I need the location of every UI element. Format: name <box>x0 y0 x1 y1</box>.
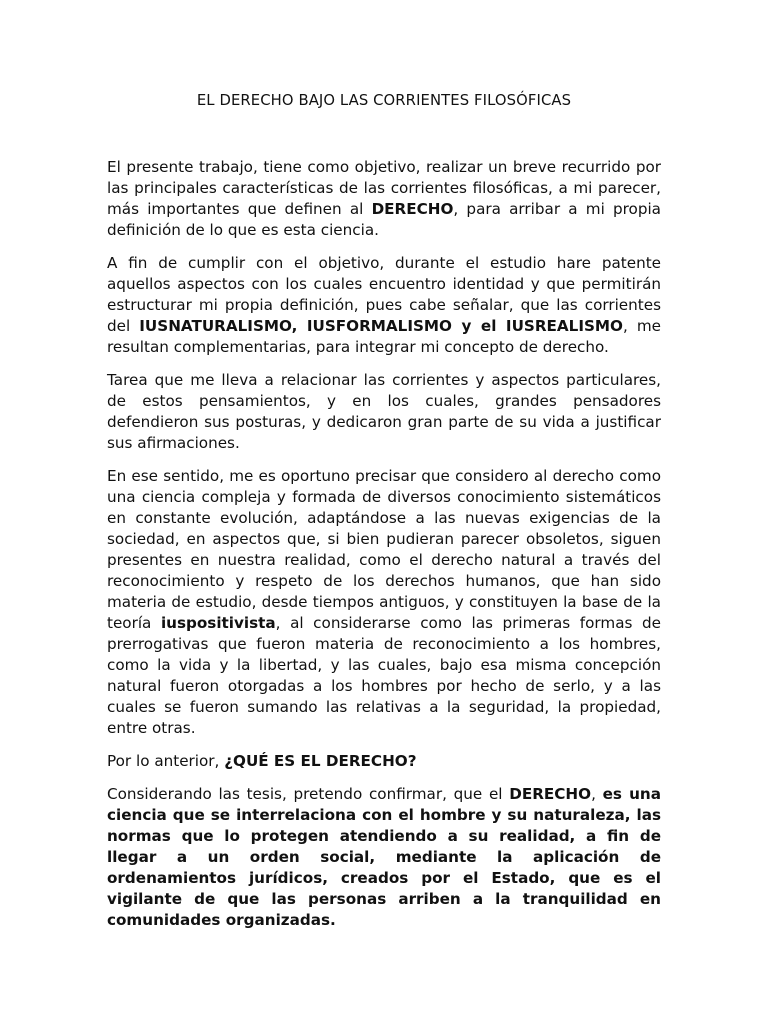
paragraph-text: , me resultan complementarias, para integrar mi concepto de derecho. <box>107 317 661 356</box>
paragraph-introduction <box>107 157 661 241</box>
paragraph-task <box>107 370 661 454</box>
paragraph-text: Tarea que me lleva a relacionar las corrientes y aspectos particulares, de estos pensamientos, y en los cuales, grandes pensadores defendieron sus posturas, y dedicaron gran parte de su vida a justificar sus afirmaciones. <box>107 371 661 452</box>
paragraph-text: En ese sentido, me es oportuno precisar que considero al derecho como una ciencia compleja y formada de diversos conocimiento sistemáticos en constante evolución, adaptándose a las nuevas exigencias de la sociedad, en aspectos que, si bien pudieran parecer obsoletos, siguen presentes en nuestra realidad, como el derecho natural a través del reconocimiento y respeto de los derechos humanos, que han sido materia de estudio, desde tiempos antiguos, y constituyen la base de la teoría <box>107 467 661 632</box>
paragraph-definition <box>107 466 661 739</box>
document-title: EL DERECHO BAJO LAS CORRIENTES FILOSÓFICAS <box>196 92 572 109</box>
paragraph-text: El presente trabajo, tiene como objetivo, realizar un breve recurrido por las principales características de las corrientes filosóficas, a mi parecer, más importantes que definen al <box>107 158 661 218</box>
paragraph-text: , <box>591 785 603 803</box>
bold-question: ¿QUÉ ES EL DERECHO? <box>224 752 417 770</box>
paragraph-text: , al considerarse como las primeras formas de prerrogativas que fueron materia de reconocimiento a los hombres, como la vida y la libertad, y las cuales, bajo esa misma concepción natural fueron otorgadas a los hombres por hecho de serlo, y a las cuales se fueron sumando las relativas a la seguridad, la propiedad, entre otras. <box>107 614 661 737</box>
paragraph-text: A fin de cumplir con el objetivo, durante el estudio hare patente aquellos aspectos con los cuales encuentro identidad y que permitirán estructurar mi propia definición, pues cabe señalar, que las corrientes del <box>107 254 661 335</box>
paragraph-conclusion <box>107 784 661 931</box>
bold-term-derecho: DERECHO <box>509 785 592 803</box>
document-body <box>107 157 661 943</box>
paragraph-text: Considerando las tesis, pretendo confirmar, que el <box>107 785 510 803</box>
bold-term-iuspositivista: iuspositivista <box>160 614 276 632</box>
paragraph-text: , para arribar a mi propia definición de lo que es esta ciencia. <box>107 200 661 239</box>
paragraph-text: Por lo anterior, <box>107 752 225 770</box>
bold-conclusion-statement: es una ciencia que se interrelaciona con el hombre y su naturaleza, las normas que lo protegen atendiendo a su realidad, a fin de llegar a un orden social, mediante la aplicación de ordenamientos jurídicos, creados por el Estado, que es el vigilante de que las personas arriben a la tranquilidad en comunidades organizadas. <box>107 785 661 929</box>
paragraph-objective <box>107 253 661 358</box>
paragraph-question <box>107 751 661 772</box>
bold-term-corrientes: IUSNATURALISMO, IUSFORMALISMO y el IUSREALISMO <box>139 317 623 335</box>
bold-term-derecho: DERECHO <box>371 200 454 218</box>
